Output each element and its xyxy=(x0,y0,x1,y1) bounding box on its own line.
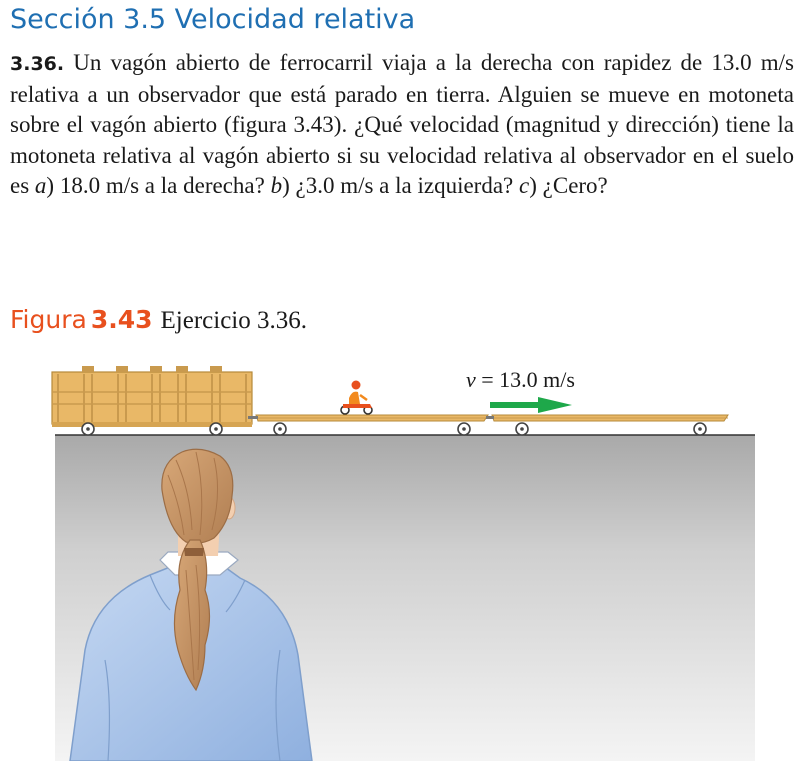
part-c-letter: c xyxy=(519,173,530,198)
part-b-text: ) ¿3.0 m/s a la izquierda? xyxy=(282,173,520,198)
velocity-label xyxy=(466,367,575,393)
scooter-rider xyxy=(341,381,372,415)
part-a-letter: a xyxy=(34,173,47,198)
boxcar xyxy=(52,366,252,427)
part-b-letter: b xyxy=(270,173,283,198)
part-c-text: ) ¿Cero? xyxy=(529,173,608,198)
section-title: Sección 3.5 Velocidad relativa xyxy=(10,4,416,35)
flatcar-1 xyxy=(248,415,488,421)
figure-word: Figura xyxy=(10,305,87,334)
velocity-symbol: v xyxy=(466,367,476,392)
problem-body: Un vagón abierto de ferrocarril viaja a la derecha con rapidez de 13.0 m/s relativa a un observador que está parado en tierra. Alguien se mueve en motoneta sobre el vagón abierto (figura 3.43). ¿Qué velocidad (magnitud y dirección) tiene la motoneta relativa al vagón abierto si su velocidad relativa al observador en el suelo es xyxy=(10,50,794,198)
problem-number: 3.36. xyxy=(10,53,65,75)
velocity-value: = 13.0 m/s xyxy=(475,367,575,392)
velocity-arrow xyxy=(490,397,572,413)
flatcar-2 xyxy=(486,415,728,421)
figure-description: Ejercicio 3.36. xyxy=(160,307,307,334)
part-a-text: ) 18.0 m/s a la derecha? xyxy=(46,173,271,198)
figure-number: 3.43 xyxy=(90,305,153,334)
